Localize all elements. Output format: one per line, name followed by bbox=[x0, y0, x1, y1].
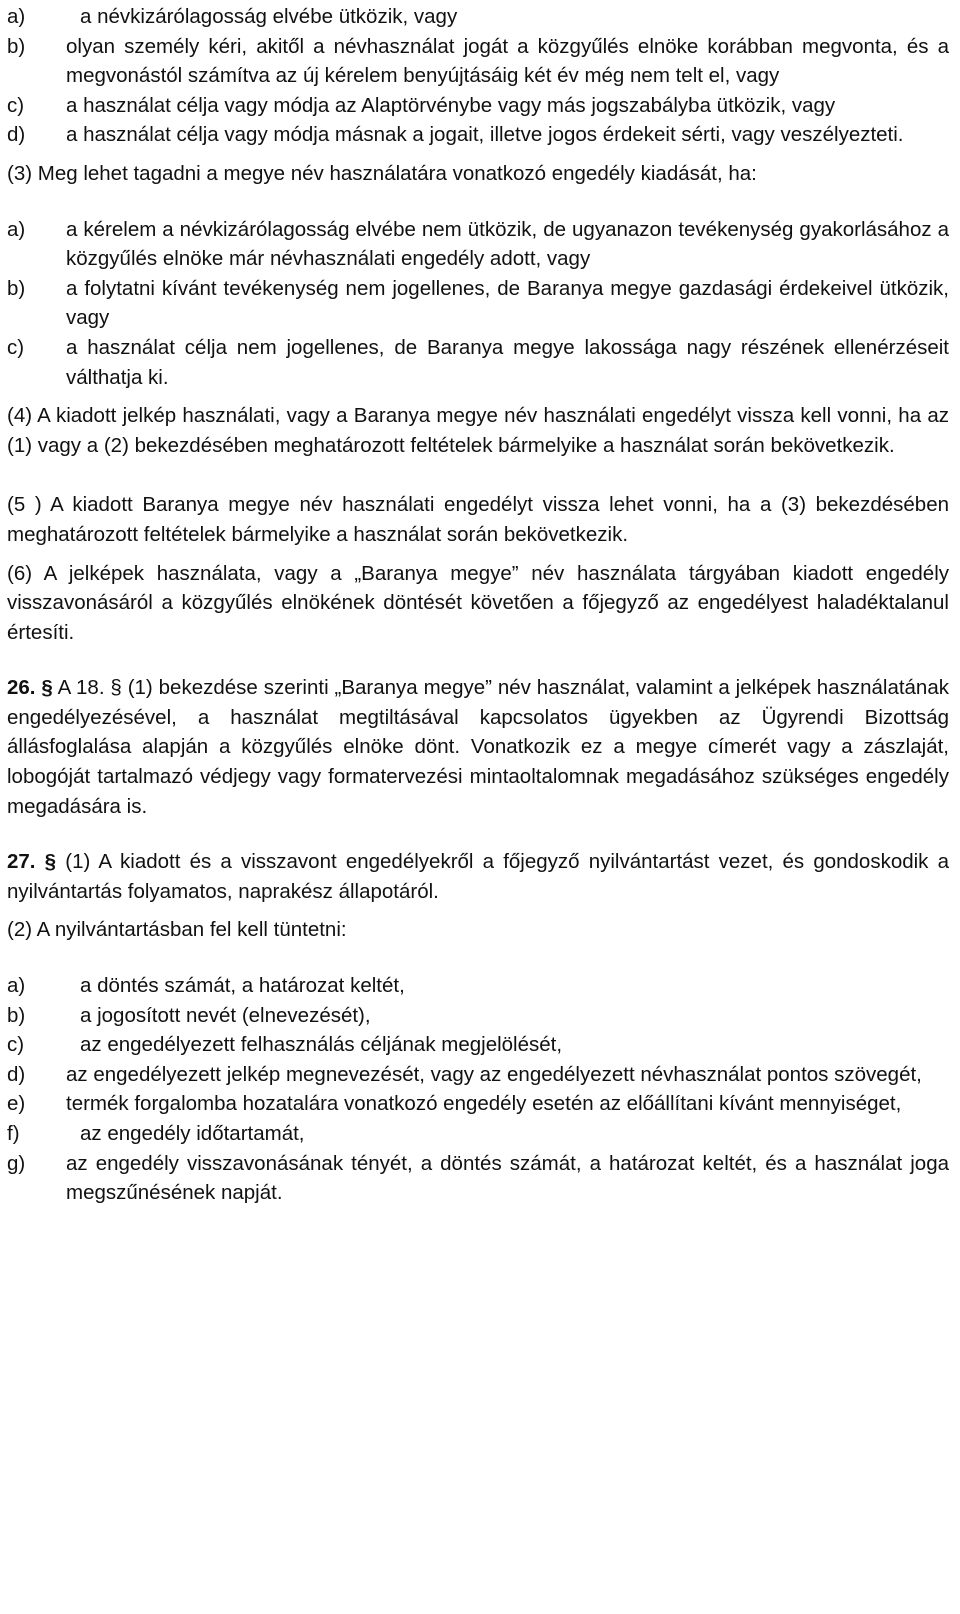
list-marker: c) bbox=[7, 1033, 25, 1057]
list-item-c bbox=[7, 333, 949, 392]
list-item-b bbox=[7, 1001, 949, 1031]
list-marker: e) bbox=[7, 1092, 26, 1116]
section-text: (1) A kiadott és a visszavont engedélyekről a főjegyző nyilvántartást vezet, és gondoskodik a nyilvántartás folyamatos, naprakész állapotáról. bbox=[7, 850, 949, 903]
list-item-text: a döntés számát, a határozat keltét, bbox=[80, 974, 405, 998]
list-item-a bbox=[7, 215, 949, 274]
list-item-text: a jogosított nevét (elnevezését), bbox=[80, 1003, 371, 1027]
list-item-c bbox=[7, 91, 949, 121]
list-item-text: az engedély visszavonásának tényét, a döntés számát, a határozat keltét, és a használat joga megszűnésének napját. bbox=[66, 1151, 949, 1205]
list-item-b bbox=[7, 32, 949, 91]
list-27 bbox=[7, 971, 949, 1208]
list-marker: b) bbox=[7, 34, 26, 58]
list-item-text: a névkizárólagosság elvébe ütközik, vagy bbox=[80, 5, 458, 28]
list-item-a bbox=[7, 2, 949, 32]
list-marker: c) bbox=[7, 335, 25, 359]
section-sign: § bbox=[44, 850, 57, 874]
list-marker: a) bbox=[7, 217, 26, 241]
list-item-text: az engedély időtartamát, bbox=[80, 1122, 305, 1145]
section-number: 26. bbox=[7, 676, 36, 700]
list-marker: b) bbox=[7, 1003, 26, 1027]
list-item-text: termék forgalomba hozatalára vonatkozó engedély esetén az előállítani kívánt mennyiséget, bbox=[66, 1092, 902, 1116]
list-3 bbox=[7, 215, 949, 393]
list-item-text: a használat célja vagy módja másnak a jogait, illetve jogos érdekeit sérti, vagy veszélyezteti. bbox=[66, 123, 904, 147]
section-number: 27. bbox=[7, 850, 36, 874]
list-item-c bbox=[7, 1030, 949, 1060]
paragraph-5: (5 ) A kiadott Baranya megye név használati engedélyt vissza lehet vonni, ha a (3) bekezdésében meghatározott feltételek bármelyike a használat során bekövetkezik. bbox=[7, 493, 949, 546]
list-marker: a) bbox=[7, 5, 26, 28]
section-text: A 18. § (1) bekezdése szerinti „Baranya megye” név használat, valamint a jelképek használatának engedélyezésével, a használat megtiltásával kapcsolatos ügyekben az Ügyrendi Bizottság állásfoglalása alapján a közgyűlés elnöke dönt. Vonatkozik ez a megye címerét vagy a zászlaját, lobogóját tartalmazó védjegy vagy formatervezési mintaoltalomnak megadásához szükséges engedély megadására is. bbox=[7, 676, 949, 818]
list-item-text: a használat célja vagy módja az Alaptörvénybe vagy más jogszabályba ütközik, vagy bbox=[66, 93, 836, 117]
list-marker: d) bbox=[7, 123, 26, 147]
list-marker: a) bbox=[7, 974, 26, 998]
list-item-b bbox=[7, 274, 949, 333]
list-item-d bbox=[7, 120, 949, 150]
list-item-g bbox=[7, 1149, 949, 1208]
paragraph-6: (6) A jelképek használata, vagy a „Baranya megye” név használata tárgyában kiadott engedély visszavonásáról a közgyűlés elnökének döntését követően a főjegyző az engedélyest haladéktalanul értesíti. bbox=[7, 561, 949, 644]
list-marker: f) bbox=[7, 1122, 20, 1145]
paragraph-4: (4) A kiadott jelkép használati, vagy a Baranya megye név használati engedélyt vissza kell vonni, ha az (1) vagy a (2) bekezdésében meghatározott feltételek bármelyike a használat során bekövetkezik. bbox=[7, 404, 949, 457]
list-item-text: az engedélyezett jelkép megnevezését, vagy az engedélyezett névhasználat pontos szövegét, bbox=[66, 1062, 922, 1086]
list-item-text: az engedélyezett felhasználás céljának megjelölését, bbox=[80, 1033, 563, 1057]
list-item-text: a kérelem a névkizárólagosság elvébe nem ütközik, de ugyanazon tevékenység gyakorlásához a közgyűlés elnöke már névhasználati engedély adott, vagy bbox=[66, 217, 949, 271]
list-marker: b) bbox=[7, 276, 26, 300]
list-marker: d) bbox=[7, 1062, 26, 1086]
list-item-a bbox=[7, 971, 949, 1001]
list-item-e bbox=[7, 1089, 949, 1119]
section-26 bbox=[7, 673, 949, 821]
paragraph-3: (3) Meg lehet tagadni a megye név használatára vonatkozó engedély kiadását, ha: bbox=[7, 161, 757, 185]
list-top bbox=[7, 2, 949, 150]
list-item-text: olyan személy kéri, akitől a névhasználat jogát a közgyűlés elnöke korábban megvonta, és a megvonástól számítva az új kérelem benyújtásáig két év még nem telt el, vagy bbox=[66, 34, 949, 88]
list-marker: c) bbox=[7, 93, 25, 117]
list-marker: g) bbox=[7, 1151, 26, 1175]
paragraph-27-2: (2) A nyilvántartásban fel kell tüntetni: bbox=[7, 918, 347, 942]
section-27 bbox=[7, 847, 949, 906]
list-item-f bbox=[7, 1119, 949, 1149]
list-item-text: a folytatni kívánt tevékenység nem jogellenes, de Baranya megye gazdasági érdekeivel ütközik, vagy bbox=[66, 276, 949, 330]
document-page bbox=[7, 2, 949, 1208]
list-item-text: a használat célja nem jogellenes, de Baranya megye lakossága nagy részének ellenérzéseit válthatja ki. bbox=[66, 335, 949, 389]
list-item-d bbox=[7, 1060, 949, 1090]
section-sign: § bbox=[41, 676, 53, 700]
